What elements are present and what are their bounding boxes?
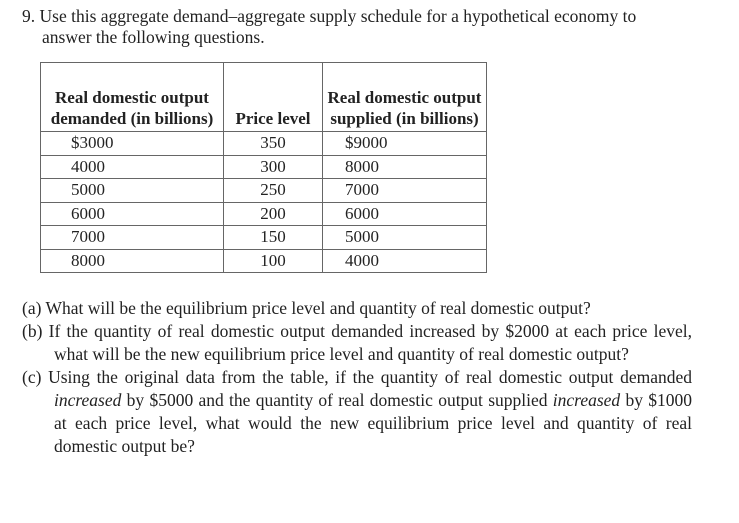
table-row — [41, 179, 487, 203]
table-cell: 7000 — [323, 179, 487, 203]
table-cell: 6000 — [323, 202, 487, 226]
table-row — [41, 155, 487, 179]
table-cell: 8000 — [323, 155, 487, 179]
table-cell: $3000 — [41, 132, 224, 156]
part-a: (a) What will be the equilibrium price level and quantity of real domestic output? — [22, 298, 591, 318]
table-cell: 4000 — [41, 155, 224, 179]
table-cell: 100 — [224, 249, 323, 273]
header-output-supplied: Real domestic output supplied (in billions) — [323, 63, 487, 132]
table-cell: 5000 — [41, 179, 224, 203]
question-stem: 9. Use this aggregate demand–aggregate supply schedule for a hypothetical economy to answer the following questions. — [22, 6, 637, 47]
table-cell: 150 — [224, 226, 323, 250]
table-cell: 7000 — [41, 226, 224, 250]
table-cell: 300 — [224, 155, 323, 179]
table-cell: 4000 — [323, 249, 487, 273]
table-cell: 8000 — [41, 249, 224, 273]
table-header-row — [41, 63, 487, 132]
table-row — [41, 202, 487, 226]
part-c: (c) Using the original data from the table, if the quantity of real domestic output demanded increased by $5000 and the quantity of real domestic output supplied increased by $1000 at each price level, what would the new equilibrium price level and quantity of real domestic output be? — [22, 367, 693, 456]
table-row — [41, 249, 487, 273]
table-row — [41, 226, 487, 250]
header-price-level: Price level — [224, 63, 323, 132]
table-cell: $9000 — [323, 132, 487, 156]
table-row — [41, 132, 487, 156]
part-b: (b) If the quantity of real domestic output demanded increased by $2000 at each price level, what will be the new equilibrium price level and quantity of real domestic output? — [22, 321, 692, 364]
table-cell: 350 — [224, 132, 323, 156]
header-output-demanded: Real domestic output demanded (in billions) — [41, 63, 224, 132]
question-parts — [22, 297, 692, 458]
table-cell: 6000 — [41, 202, 224, 226]
question-number: 9. — [22, 6, 36, 26]
table-cell: 200 — [224, 202, 323, 226]
table-cell: 5000 — [323, 226, 487, 250]
ad-as-schedule-table — [40, 62, 487, 273]
table-cell: 250 — [224, 179, 323, 203]
